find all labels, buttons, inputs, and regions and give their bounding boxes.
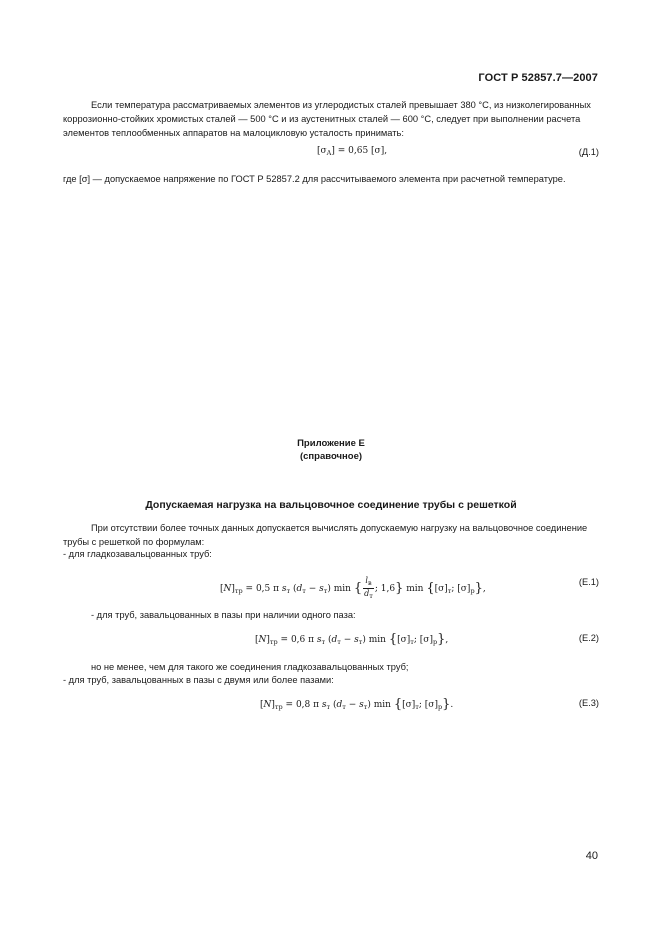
paragraph-intro: При отсутствии более точных данных допускается вычислять допускаемую нагрузку на вальцовочное соединение трубы с решеткой по формулам: (63, 523, 588, 547)
list-item-one-groove: - для труб, завальцованных в пазы при наличии одного паза: (91, 610, 356, 620)
formula-e1-const: 1,6 (380, 584, 396, 594)
page-number: 40 (585, 850, 598, 862)
formula-e2-number: (Е.2) (578, 633, 599, 643)
formula-e1-fraction: $\frac{l_в}{d_т}$ (364, 576, 373, 600)
formula-d1-lhs-sub: A (326, 149, 332, 157)
formula-e1-number: (Е.1) (578, 577, 599, 587)
formula-d1-lhs: [σ (317, 146, 327, 156)
formula-d1-rhs: ] = 0,65 [σ], (331, 146, 388, 156)
formula-e3 (63, 697, 599, 715)
formula-e1 (63, 576, 599, 600)
formula-e3-coef: 0,8 (295, 700, 311, 710)
list-item-smooth: - для гладкозавальцованных труб: (63, 549, 212, 559)
formula-d1 (63, 146, 599, 164)
appendix-title: Приложение Е (297, 438, 365, 449)
formula-e1-coef: 0,5 (255, 584, 271, 594)
paragraph-note: но не менее, чем для такого же соединения гладкозавальцованных труб; (91, 662, 409, 672)
formula-e3-expression: $[N]_{тр} = 0,8$ π $s_т$ $(d_т - s_т)$ $\min \{[\sigma]_т$; $[\sigma]_р$}. (260, 697, 454, 712)
formula-e2-coef: 0,6 (290, 635, 306, 645)
formula-e2 (63, 632, 599, 650)
formula-e1-expression: $[N]_{тр} = 0,5$ π $s_т$ $(d_т - s_т)$ min { $\frac{l_в}{d_т}$ ; 1,6} $\min \{[\sigma]_т$; $[\sigma]_р$}, (220, 576, 486, 600)
list-item-two-grooves: - для труб, завальцованных в пазы с двумя или более пазами: (63, 675, 334, 685)
formula-d1-expression (317, 146, 387, 157)
formula-e3-number: (Е.3) (578, 698, 599, 708)
paragraph-definition: где [σ] — допускаемое напряжение по ГОСТ Р 52857.2 для рассчитываемого элемента при расчетной температуре. (63, 174, 566, 184)
paragraph-temperature: Если температура рассматриваемых элементов из углеродистых сталей превышает 380 °С, из низколегированных коррозионно-стойких хромистых сталей — 500 °С и из аустенитных сталей — 600 °С, следует при выполнении расчета элементов теплообменных аппаратов на малоцикловую усталость принимать: (63, 100, 591, 138)
document-header: ГОСТ Р 52857.7—2007 (478, 72, 598, 84)
formula-d1-number: (Д.1) (578, 147, 599, 157)
formula-e2-expression: $[N]_{тр} = 0,6$ π $s_т$ $(d_т - s_т)$ $\min \{[\sigma]_т$; $[\sigma]_р$}, (255, 632, 449, 647)
appendix-subtitle: (справочное) (299, 451, 363, 462)
section-heading: Допускаемая нагрузка на вальцовочное соединение трубы с решеткой (145, 499, 517, 511)
